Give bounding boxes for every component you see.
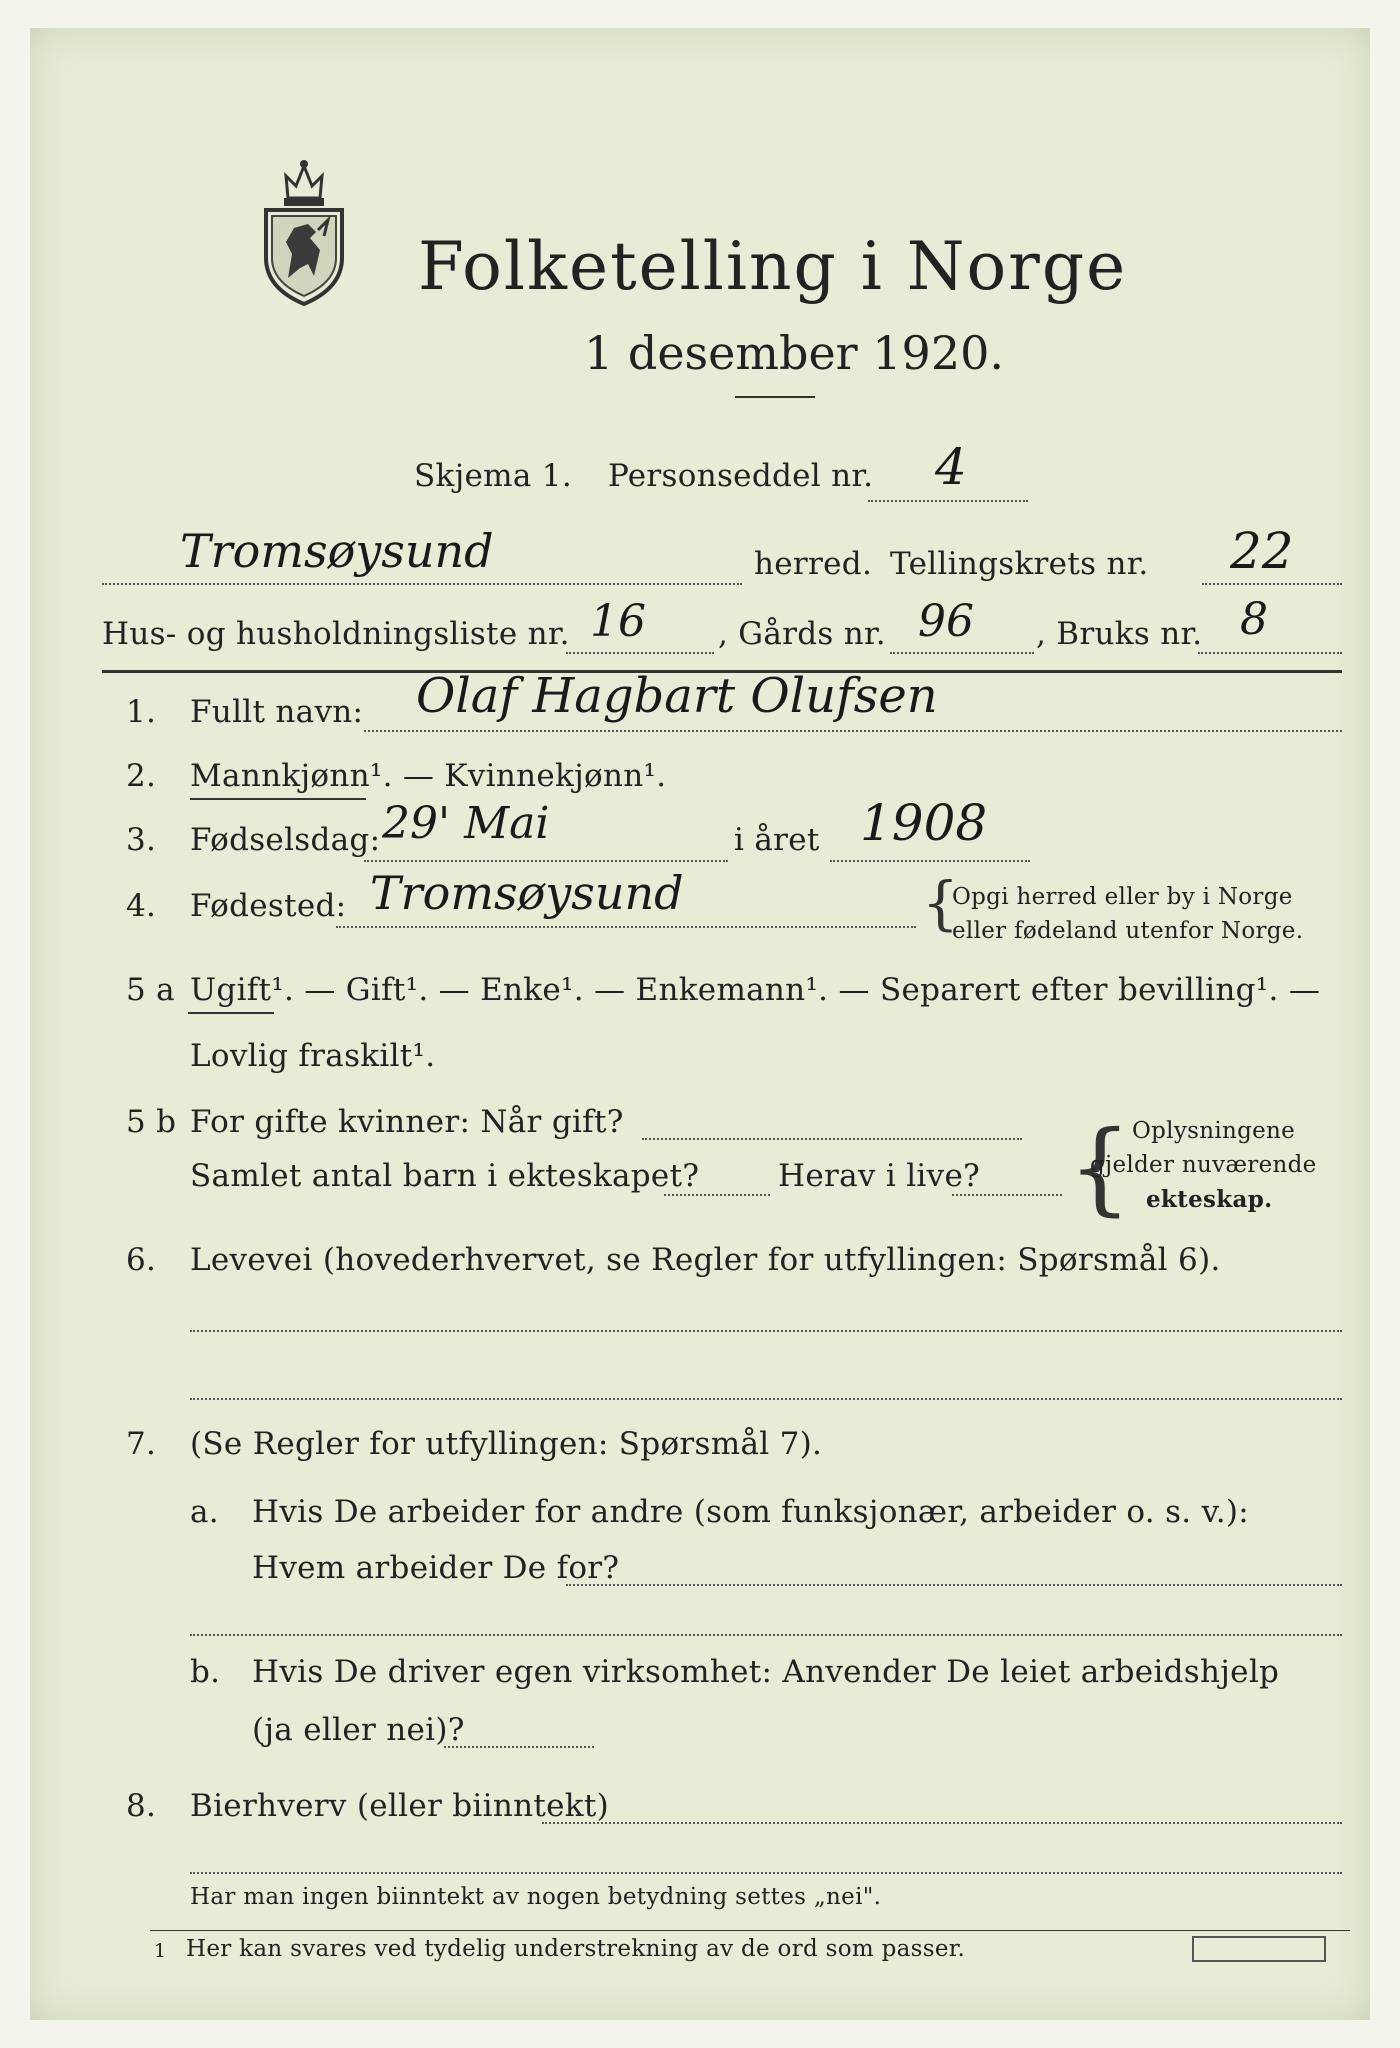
gards-value[interactable]: 96 xyxy=(918,596,974,647)
personseddel-label: Personseddel nr. xyxy=(608,458,874,494)
q7-label: (Se Regler for utfyllingen: Spørsmål 7). xyxy=(190,1426,823,1462)
ugift-underline xyxy=(188,1012,274,1014)
q1-label: Fullt navn: xyxy=(190,694,364,730)
husliste-line xyxy=(566,652,714,654)
q4-number: 4. xyxy=(126,888,157,924)
mannkjonn-underline xyxy=(190,798,366,800)
q5b-note2: gjelder nuværende xyxy=(1090,1152,1317,1178)
q4-note-line1: Opgi herred eller by i Norge xyxy=(952,884,1293,910)
q5b-label: For gifte kvinner: Når gift? xyxy=(190,1104,624,1140)
q4-label: Fødested: xyxy=(190,888,347,924)
marital-options: Ugift¹. — Gift¹. — Enke¹. — Enkemann¹. — Separert efter bevilling¹. — xyxy=(190,972,1321,1008)
q6-number: 6. xyxy=(126,1242,157,1278)
q3-label: Fødselsdag: xyxy=(190,822,381,858)
birth-year-value[interactable]: 1908 xyxy=(860,794,988,852)
q8-line2 xyxy=(190,1872,1342,1874)
schema-label: Skjema 1. xyxy=(414,458,572,494)
bruks-label: , Bruks nr. xyxy=(1036,616,1203,652)
sex-options: Mannkjønn¹. — Kvinnekjønn¹. xyxy=(190,758,667,794)
q7-number: 7. xyxy=(126,1426,157,1462)
q4-note-line2: eller fødeland utenfor Norge. xyxy=(952,918,1304,944)
q8-label: Bierhverv (eller biinntekt) xyxy=(190,1788,610,1824)
tellingskrets-value[interactable]: 22 xyxy=(1230,522,1294,580)
q5b-label2: Samlet antal barn i ekteskapet? xyxy=(190,1158,700,1194)
q1-line xyxy=(364,730,1342,732)
q6-line2 xyxy=(190,1398,1342,1400)
q7b-line xyxy=(444,1746,594,1748)
q5a-number: 5 a xyxy=(126,972,175,1008)
barn-line xyxy=(664,1194,770,1196)
q7b-letter: b. xyxy=(190,1654,221,1690)
q4-brace: { xyxy=(922,869,959,937)
marital-options-cont: Lovlig fraskilt¹. xyxy=(190,1038,436,1074)
herred-value[interactable]: Tromsøysund xyxy=(180,524,494,578)
q7a-letter: a. xyxy=(190,1494,219,1530)
q5b-note3: ekteskap. xyxy=(1146,1186,1273,1213)
personseddel-value[interactable]: 4 xyxy=(935,438,967,496)
q7a-line2 xyxy=(190,1634,1342,1636)
herred-line xyxy=(102,583,742,585)
q1-number: 1. xyxy=(126,694,157,730)
q7b-label2: (ja eller nei)? xyxy=(252,1712,465,1748)
nar-gift-line xyxy=(642,1138,1022,1140)
year-label: i året xyxy=(734,822,820,858)
footer-note: Har man ingen biinntekt av nogen betydning settes „nei". xyxy=(190,1884,882,1910)
q7b-label: Hvis De driver egen virksomhet: Anvender De leiet arbeidshjelp xyxy=(252,1654,1280,1690)
census-form xyxy=(30,28,1370,2020)
title-divider xyxy=(735,396,815,398)
printer-stamp xyxy=(1192,1936,1326,1962)
bruks-line xyxy=(1198,652,1342,654)
q5b-number: 5 b xyxy=(126,1104,177,1140)
tellingskrets-label: Tellingskrets nr. xyxy=(890,546,1149,582)
q3-number: 3. xyxy=(126,822,157,858)
footnote-mark: 1 xyxy=(154,1940,167,1962)
norway-coat-of-arms-icon xyxy=(258,158,350,308)
herav-line xyxy=(952,1194,1062,1196)
q8-line xyxy=(542,1822,1342,1824)
husliste-value[interactable]: 16 xyxy=(590,596,646,647)
birthday-line xyxy=(364,860,728,862)
full-name-value[interactable]: Olaf Hagbart Olufsen xyxy=(416,668,938,724)
personseddel-line xyxy=(868,500,1028,502)
q6-label: Levevei (hovederhvervet, se Regler for utfyllingen: Spørsmål 6). xyxy=(190,1242,1221,1278)
q2-number: 2. xyxy=(126,758,157,794)
q7a-label2: Hvem arbeider De for? xyxy=(252,1550,620,1586)
bruks-value[interactable]: 8 xyxy=(1240,594,1268,645)
gards-line xyxy=(890,652,1034,654)
q8-number: 8. xyxy=(126,1788,157,1824)
herav-label: Herav i live? xyxy=(778,1158,981,1194)
q5b-brace: { xyxy=(1068,1109,1132,1226)
year-line xyxy=(830,860,1030,862)
birthday-value[interactable]: 29' Mai xyxy=(382,798,550,849)
q6-line1 xyxy=(190,1330,1342,1332)
birthplace-value[interactable]: Tromsøysund xyxy=(370,866,684,920)
q5b-note1: Oplysningene xyxy=(1132,1118,1296,1144)
census-date: 1 desember 1920. xyxy=(584,326,1004,380)
birthplace-line xyxy=(336,926,916,928)
herred-label: herred. xyxy=(754,546,873,582)
form-title: Folketelling i Norge xyxy=(418,228,1128,305)
q7a-label: Hvis De arbeider for andre (som funksjonær, arbeider o. s. v.): xyxy=(252,1494,1250,1530)
footnote-text: Her kan svares ved tydelig understrekning av de ord som passer. xyxy=(186,1936,966,1962)
gards-label: , Gårds nr. xyxy=(718,616,886,652)
footer-divider xyxy=(150,1930,1350,1931)
tellingskrets-line xyxy=(1202,583,1342,585)
husliste-label: Hus- og husholdningsliste nr. xyxy=(102,616,570,652)
q7a-line xyxy=(566,1584,1342,1586)
